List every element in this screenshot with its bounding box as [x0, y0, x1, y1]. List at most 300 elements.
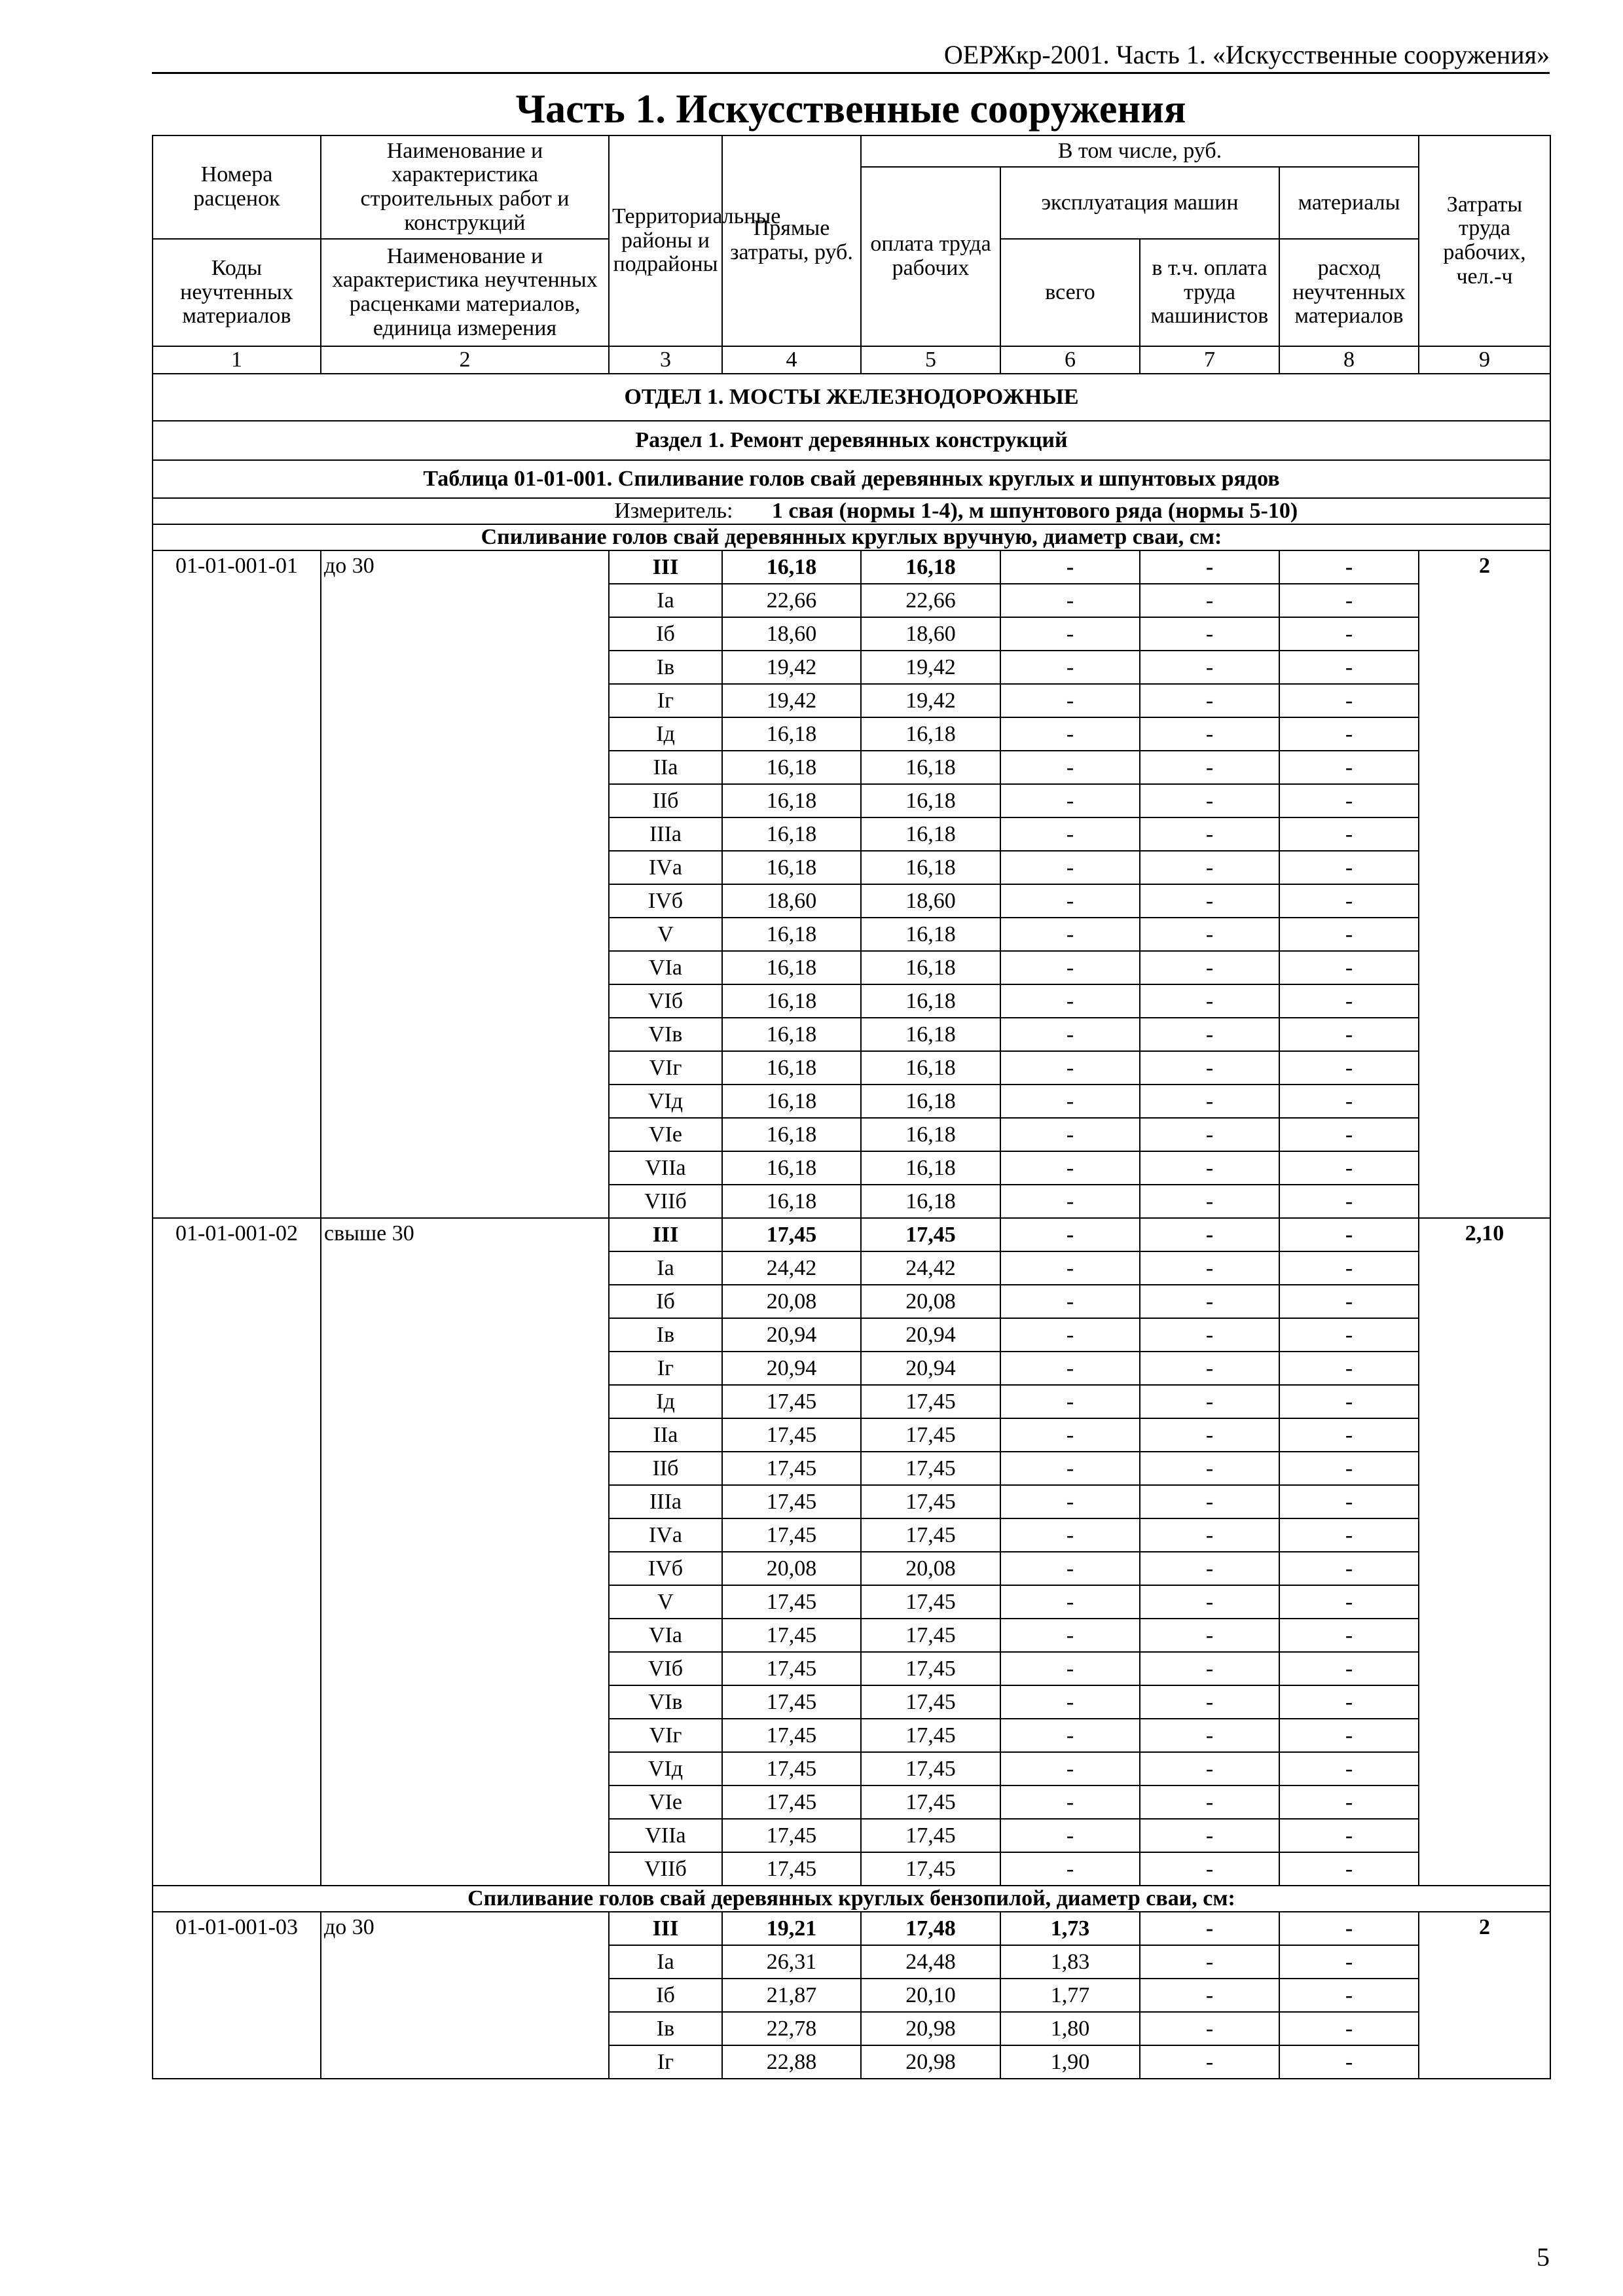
region-cell: VIб [609, 1652, 722, 1685]
region-cell: VIв [609, 1018, 722, 1051]
machinist-pay-cell: - [1140, 651, 1279, 684]
worker-pay-cell: 16,18 [861, 817, 1000, 851]
region-cell: IIа [609, 1418, 722, 1452]
worker-pay-cell: 17,45 [861, 1518, 1000, 1552]
machines-total-cell: - [1000, 1619, 1140, 1652]
material-usage-cell: - [1279, 1719, 1419, 1752]
direct-cost-cell: 17,45 [722, 1218, 861, 1251]
machines-total-cell: - [1000, 918, 1140, 951]
machines-total-cell: - [1000, 1051, 1140, 1085]
material-usage-cell: - [1279, 1619, 1419, 1652]
region-cell: Iд [609, 1385, 722, 1418]
machines-total-cell: - [1000, 1418, 1140, 1452]
work-name: свыше 30 [321, 1218, 609, 1886]
material-usage-cell: - [1279, 1085, 1419, 1118]
region-cell: VIд [609, 1085, 722, 1118]
machines-total-cell: - [1000, 1652, 1140, 1685]
region-cell: Iв [609, 2012, 722, 2045]
direct-cost-cell: 17,45 [722, 1752, 861, 1785]
direct-cost-cell: 20,94 [722, 1352, 861, 1385]
machinist-pay-cell: - [1140, 1118, 1279, 1151]
direct-cost-cell: 17,45 [722, 1585, 861, 1619]
material-usage-cell: - [1279, 784, 1419, 817]
machinist-pay-cell: - [1140, 1085, 1279, 1118]
worker-pay-cell: 16,18 [861, 717, 1000, 751]
labor-cost: 2 [1419, 550, 1550, 1218]
machinist-pay-cell: - [1140, 1185, 1279, 1218]
machines-total-cell: - [1000, 1118, 1140, 1151]
worker-pay-cell: 16,18 [861, 1151, 1000, 1185]
machinist-pay-cell: - [1140, 1945, 1279, 1979]
machinist-pay-cell: - [1140, 2045, 1279, 2079]
machinist-pay-cell: - [1140, 851, 1279, 884]
machinist-pay-cell: - [1140, 1852, 1279, 1886]
direct-cost-cell: 17,45 [722, 1852, 861, 1886]
worker-pay-cell: 24,48 [861, 1945, 1000, 1979]
page-title: Часть 1. Искусственные сооружения [515, 87, 1186, 132]
direct-cost-cell: 16,18 [722, 851, 861, 884]
region-cell: Iб [609, 1285, 722, 1318]
region-cell: V [609, 918, 722, 951]
material-usage-cell: - [1279, 918, 1419, 951]
direct-cost-cell: 16,18 [722, 984, 861, 1018]
norms-table [152, 135, 1551, 2079]
material-usage-cell: - [1279, 751, 1419, 784]
direct-cost-cell: 16,18 [722, 951, 861, 984]
machinist-pay-cell: - [1140, 1151, 1279, 1185]
machinist-pay-cell: - [1140, 1285, 1279, 1318]
machinist-pay-cell: - [1140, 1752, 1279, 1785]
header-direct-costs: Прямые затраты, руб. [722, 135, 861, 346]
machines-total-cell: - [1000, 584, 1140, 617]
material-usage-cell: - [1279, 1218, 1419, 1251]
machinist-pay-cell: - [1140, 1318, 1279, 1352]
machines-total-cell: - [1000, 1385, 1140, 1418]
department-title: ОТДЕЛ 1. МОСТЫ ЖЕЛЕЗНОДОРОЖНЫЕ [153, 374, 1550, 421]
worker-pay-cell: 16,18 [861, 1018, 1000, 1051]
region-cell: IIа [609, 751, 722, 784]
direct-cost-cell: 16,18 [722, 751, 861, 784]
table-row [153, 1218, 1550, 1251]
worker-pay-cell: 16,18 [861, 1085, 1000, 1118]
machines-total-cell: - [1000, 951, 1140, 984]
worker-pay-cell: 17,45 [861, 1485, 1000, 1518]
subtitle-manual: Спиливание голов свай деревянных круглых вручную, диаметр сваи, см: [153, 524, 1550, 550]
machines-total-cell: - [1000, 1752, 1140, 1785]
machines-total-cell: - [1000, 751, 1140, 784]
material-usage-cell: - [1279, 1452, 1419, 1485]
worker-pay-cell: 17,45 [861, 1752, 1000, 1785]
machinist-pay-cell: - [1140, 1785, 1279, 1819]
machines-total-cell: - [1000, 1585, 1140, 1619]
material-usage-cell: - [1279, 884, 1419, 918]
work-name: до 30 [321, 1912, 609, 2079]
machines-total-cell: - [1000, 1452, 1140, 1485]
region-cell: Iв [609, 651, 722, 684]
machines-total-cell: - [1000, 1852, 1140, 1886]
direct-cost-cell: 16,18 [722, 817, 861, 851]
machinist-pay-cell: - [1140, 1518, 1279, 1552]
direct-cost-cell: 17,45 [722, 1819, 861, 1852]
machinist-pay-cell: - [1140, 1051, 1279, 1085]
direct-cost-cell: 19,21 [722, 1912, 861, 1945]
direct-cost-cell: 22,78 [722, 2012, 861, 2045]
worker-pay-cell: 17,45 [861, 1819, 1000, 1852]
machinist-pay-cell: - [1140, 1352, 1279, 1385]
machinist-pay-cell: - [1140, 1979, 1279, 2012]
worker-pay-cell: 16,18 [861, 984, 1000, 1018]
machines-total-cell: - [1000, 817, 1140, 851]
material-usage-cell: - [1279, 1485, 1419, 1518]
region-cell: Iа [609, 584, 722, 617]
material-usage-cell: - [1279, 1118, 1419, 1151]
worker-pay-cell: 20,98 [861, 2045, 1000, 2079]
direct-cost-cell: 17,45 [722, 1485, 861, 1518]
header-rate-numbers: Номера расценок [153, 135, 321, 239]
worker-pay-cell: 17,48 [861, 1912, 1000, 1945]
direct-cost-cell: 19,42 [722, 684, 861, 717]
material-usage-cell: - [1279, 2012, 1419, 2045]
material-usage-cell: - [1279, 584, 1419, 617]
material-usage-cell: - [1279, 1185, 1419, 1218]
worker-pay-cell: 19,42 [861, 651, 1000, 684]
machines-total-cell: 1,80 [1000, 2012, 1140, 2045]
header-labor-costs: Затраты труда рабочих, чел.-ч [1419, 135, 1550, 346]
worker-pay-cell: 17,45 [861, 1585, 1000, 1619]
machinist-pay-cell: - [1140, 1685, 1279, 1719]
direct-cost-cell: 20,08 [722, 1285, 861, 1318]
machines-total-cell: 1,77 [1000, 1979, 1140, 2012]
material-usage-cell: - [1279, 1318, 1419, 1352]
material-usage-cell: - [1279, 951, 1419, 984]
region-cell: IVа [609, 1518, 722, 1552]
running-header: ОЕРЖкр-2001. Часть 1. «Искусственные сооружения» [152, 38, 1550, 74]
machinist-pay-cell: - [1140, 1652, 1279, 1685]
measure-value: 1 свая (нормы 1-4), м шпунтового ряда (нормы 5-10) [771, 499, 1298, 523]
material-usage-cell: - [1279, 984, 1419, 1018]
region-cell: VIг [609, 1719, 722, 1752]
region-cell: Iг [609, 2045, 722, 2079]
machines-total-cell: - [1000, 1018, 1140, 1051]
worker-pay-cell: 17,45 [861, 1719, 1000, 1752]
worker-pay-cell: 17,45 [861, 1385, 1000, 1418]
machines-total-cell: - [1000, 1251, 1140, 1285]
machinist-pay-cell: - [1140, 1485, 1279, 1518]
worker-pay-cell: 19,42 [861, 684, 1000, 717]
direct-cost-cell: 17,45 [722, 1785, 861, 1819]
machinist-pay-cell: - [1140, 1719, 1279, 1752]
worker-pay-cell: 16,18 [861, 1185, 1000, 1218]
region-cell: VIе [609, 1785, 722, 1819]
rate-code: 01-01-001-03 [153, 1912, 321, 2079]
measure-label: Измеритель: [614, 499, 733, 523]
machinist-pay-cell: - [1140, 1385, 1279, 1418]
rate-code: 01-01-001-02 [153, 1218, 321, 1886]
machines-total-cell: - [1000, 1151, 1140, 1185]
direct-cost-cell: 17,45 [722, 1385, 861, 1418]
header-machines-total: всего [1000, 239, 1140, 346]
machinist-pay-cell: - [1140, 684, 1279, 717]
machines-total-cell: - [1000, 1318, 1140, 1352]
column-number: 6 [1000, 346, 1140, 374]
direct-cost-cell: 16,18 [722, 918, 861, 951]
material-usage-cell: - [1279, 851, 1419, 884]
material-usage-cell: - [1279, 1352, 1419, 1385]
region-cell: Iб [609, 1979, 722, 2012]
worker-pay-cell: 18,60 [861, 884, 1000, 918]
region-cell: VIIа [609, 1819, 722, 1852]
machinist-pay-cell: - [1140, 1912, 1279, 1945]
material-usage-cell: - [1279, 1685, 1419, 1719]
machinist-pay-cell: - [1140, 2012, 1279, 2045]
region-cell: VIе [609, 1118, 722, 1151]
direct-cost-cell: 17,45 [722, 1652, 861, 1685]
worker-pay-cell: 17,45 [861, 1619, 1000, 1652]
region-cell: III [609, 550, 722, 584]
material-usage-cell: - [1279, 1051, 1419, 1085]
header-materials: материалы [1279, 167, 1419, 239]
material-usage-cell: - [1279, 2045, 1419, 2079]
machinist-pay-cell: - [1140, 1251, 1279, 1285]
material-usage-cell: - [1279, 1912, 1419, 1945]
direct-cost-cell: 26,31 [722, 1945, 861, 1979]
page-number: 5 [1537, 2242, 1550, 2272]
machines-total-cell: - [1000, 1352, 1140, 1385]
material-usage-cell: - [1279, 617, 1419, 651]
machines-total-cell: - [1000, 1485, 1140, 1518]
region-cell: IVб [609, 884, 722, 918]
machines-total-cell: - [1000, 1185, 1140, 1218]
machines-total-cell: - [1000, 1685, 1140, 1719]
machinist-pay-cell: - [1140, 751, 1279, 784]
table-row [153, 1912, 1550, 1945]
machines-total-cell: - [1000, 684, 1140, 717]
machines-total-cell: - [1000, 1285, 1140, 1318]
column-number: 5 [861, 346, 1000, 374]
table-title: Таблица 01-01-001. Спиливание голов свай деревянных круглых и шпунтовых рядов [153, 460, 1550, 498]
region-cell: VIа [609, 1619, 722, 1652]
machines-total-cell: - [1000, 1819, 1140, 1852]
direct-cost-cell: 16,18 [722, 1185, 861, 1218]
region-cell: VIг [609, 1051, 722, 1085]
machinist-pay-cell: - [1140, 1552, 1279, 1585]
machinist-pay-cell: - [1140, 951, 1279, 984]
column-number: 4 [722, 346, 861, 374]
direct-cost-cell: 17,45 [722, 1619, 861, 1652]
machines-total-cell: 1,83 [1000, 1945, 1140, 1979]
direct-cost-cell: 16,18 [722, 1118, 861, 1151]
header-material-usage: расход неучтенных материалов [1279, 239, 1419, 346]
material-usage-cell: - [1279, 1251, 1419, 1285]
header-material-names: Наименование и характеристика неучтенных расценками материалов, единица измерения [321, 239, 609, 346]
worker-pay-cell: 16,18 [861, 951, 1000, 984]
header-material-codes: Коды неучтенных материалов [153, 239, 321, 346]
worker-pay-cell: 20,98 [861, 2012, 1000, 2045]
direct-cost-cell: 17,45 [722, 1418, 861, 1452]
direct-cost-cell: 22,66 [722, 584, 861, 617]
machinist-pay-cell: - [1140, 550, 1279, 584]
region-cell: VIIб [609, 1185, 722, 1218]
material-usage-cell: - [1279, 1652, 1419, 1685]
rate-code: 01-01-001-01 [153, 550, 321, 1218]
direct-cost-cell: 16,18 [722, 1151, 861, 1185]
material-usage-cell: - [1279, 1785, 1419, 1819]
direct-cost-cell: 24,42 [722, 1251, 861, 1285]
worker-pay-cell: 16,18 [861, 1118, 1000, 1151]
direct-cost-cell: 19,42 [722, 651, 861, 684]
machines-total-cell: 1,73 [1000, 1912, 1140, 1945]
region-cell: Iг [609, 684, 722, 717]
region-cell: Iа [609, 1945, 722, 1979]
region-cell: Iб [609, 617, 722, 651]
machines-total-cell: - [1000, 851, 1140, 884]
material-usage-cell: - [1279, 1018, 1419, 1051]
machines-total-cell: - [1000, 550, 1140, 584]
worker-pay-cell: 20,08 [861, 1285, 1000, 1318]
header-machinist-pay: в т.ч. оплата труда машинистов [1140, 239, 1279, 346]
labor-cost: 2 [1419, 1912, 1550, 2079]
material-usage-cell: - [1279, 550, 1419, 584]
material-usage-cell: - [1279, 684, 1419, 717]
machines-total-cell: - [1000, 1719, 1140, 1752]
material-usage-cell: - [1279, 651, 1419, 684]
worker-pay-cell: 16,18 [861, 550, 1000, 584]
direct-cost-cell: 16,18 [722, 1018, 861, 1051]
machinist-pay-cell: - [1140, 984, 1279, 1018]
direct-cost-cell: 16,18 [722, 784, 861, 817]
machinist-pay-cell: - [1140, 1018, 1279, 1051]
material-usage-cell: - [1279, 1979, 1419, 2012]
column-number: 3 [609, 346, 722, 374]
machinist-pay-cell: - [1140, 1418, 1279, 1452]
worker-pay-cell: 22,66 [861, 584, 1000, 617]
machinist-pay-cell: - [1140, 1452, 1279, 1485]
direct-cost-cell: 16,18 [722, 550, 861, 584]
region-cell: IIIа [609, 817, 722, 851]
material-usage-cell: - [1279, 717, 1419, 751]
worker-pay-cell: 16,18 [861, 918, 1000, 951]
material-usage-cell: - [1279, 1151, 1419, 1185]
machinist-pay-cell: - [1140, 584, 1279, 617]
column-number: 2 [321, 346, 609, 374]
machinist-pay-cell: - [1140, 717, 1279, 751]
direct-cost-cell: 16,18 [722, 1085, 861, 1118]
direct-cost-cell: 16,18 [722, 1051, 861, 1085]
worker-pay-cell: 20,94 [861, 1318, 1000, 1352]
machinist-pay-cell: - [1140, 884, 1279, 918]
machines-total-cell: - [1000, 984, 1140, 1018]
table-row [153, 550, 1550, 584]
worker-pay-cell: 17,45 [861, 1418, 1000, 1452]
machines-total-cell: - [1000, 1552, 1140, 1585]
region-cell: VIIб [609, 1852, 722, 1886]
machines-total-cell: - [1000, 717, 1140, 751]
labor-cost: 2,10 [1419, 1218, 1550, 1886]
worker-pay-cell: 17,45 [861, 1218, 1000, 1251]
direct-cost-cell: 17,45 [722, 1452, 861, 1485]
material-usage-cell: - [1279, 1385, 1419, 1418]
machinist-pay-cell: - [1140, 817, 1279, 851]
material-usage-cell: - [1279, 1852, 1419, 1886]
region-cell: IVб [609, 1552, 722, 1585]
worker-pay-cell: 24,42 [861, 1251, 1000, 1285]
material-usage-cell: - [1279, 1285, 1419, 1318]
material-usage-cell: - [1279, 1945, 1419, 1979]
worker-pay-cell: 16,18 [861, 751, 1000, 784]
column-number: 9 [1419, 346, 1550, 374]
direct-cost-cell: 20,08 [722, 1552, 861, 1585]
region-cell: Iв [609, 1318, 722, 1352]
direct-cost-cell: 21,87 [722, 1979, 861, 2012]
region-cell: Iа [609, 1251, 722, 1285]
machines-total-cell: 1,90 [1000, 2045, 1140, 2079]
subtitle-saw: Спиливание голов свай деревянных круглых бензопилой, диаметр сваи, см: [153, 1886, 1550, 1912]
machinist-pay-cell: - [1140, 1819, 1279, 1852]
region-cell: VIб [609, 984, 722, 1018]
machines-total-cell: - [1000, 1218, 1140, 1251]
worker-pay-cell: 20,10 [861, 1979, 1000, 2012]
region-cell: Iд [609, 717, 722, 751]
work-name: до 30 [321, 550, 609, 1218]
material-usage-cell: - [1279, 1552, 1419, 1585]
direct-cost-cell: 20,94 [722, 1318, 861, 1352]
machines-total-cell: - [1000, 1785, 1140, 1819]
direct-cost-cell: 22,88 [722, 2045, 861, 2079]
machines-total-cell: - [1000, 651, 1140, 684]
direct-cost-cell: 17,45 [722, 1685, 861, 1719]
header-work-name: Наименование и характеристика строительных работ и конструкций [321, 135, 609, 239]
worker-pay-cell: 17,45 [861, 1685, 1000, 1719]
worker-pay-cell: 16,18 [861, 784, 1000, 817]
machinist-pay-cell: - [1140, 784, 1279, 817]
region-cell: IIб [609, 784, 722, 817]
worker-pay-cell: 17,45 [861, 1652, 1000, 1685]
region-cell: III [609, 1912, 722, 1945]
section-title: Раздел 1. Ремонт деревянных конструкций [153, 421, 1550, 460]
region-cell: V [609, 1585, 722, 1619]
worker-pay-cell: 17,45 [861, 1785, 1000, 1819]
machinist-pay-cell: - [1140, 918, 1279, 951]
worker-pay-cell: 17,45 [861, 1852, 1000, 1886]
region-cell: IIб [609, 1452, 722, 1485]
header-worker-pay: оплата труда рабочих [861, 167, 1000, 346]
region-cell: III [609, 1218, 722, 1251]
machines-total-cell: - [1000, 617, 1140, 651]
worker-pay-cell: 20,94 [861, 1352, 1000, 1385]
direct-cost-cell: 17,45 [722, 1719, 861, 1752]
worker-pay-cell: 16,18 [861, 851, 1000, 884]
column-number: 1 [153, 346, 321, 374]
machinist-pay-cell: - [1140, 617, 1279, 651]
region-cell: IIIа [609, 1485, 722, 1518]
material-usage-cell: - [1279, 1585, 1419, 1619]
material-usage-cell: - [1279, 1752, 1419, 1785]
header-machines: эксплуатация машин [1000, 167, 1279, 239]
region-cell: VIд [609, 1752, 722, 1785]
measure-row [153, 498, 1550, 524]
machinist-pay-cell: - [1140, 1619, 1279, 1652]
material-usage-cell: - [1279, 817, 1419, 851]
direct-cost-cell: 17,45 [722, 1518, 861, 1552]
region-cell: VIв [609, 1685, 722, 1719]
region-cell: Iг [609, 1352, 722, 1385]
worker-pay-cell: 16,18 [861, 1051, 1000, 1085]
worker-pay-cell: 17,45 [861, 1452, 1000, 1485]
machines-total-cell: - [1000, 1518, 1140, 1552]
machines-total-cell: - [1000, 1085, 1140, 1118]
material-usage-cell: - [1279, 1518, 1419, 1552]
region-cell: IVа [609, 851, 722, 884]
